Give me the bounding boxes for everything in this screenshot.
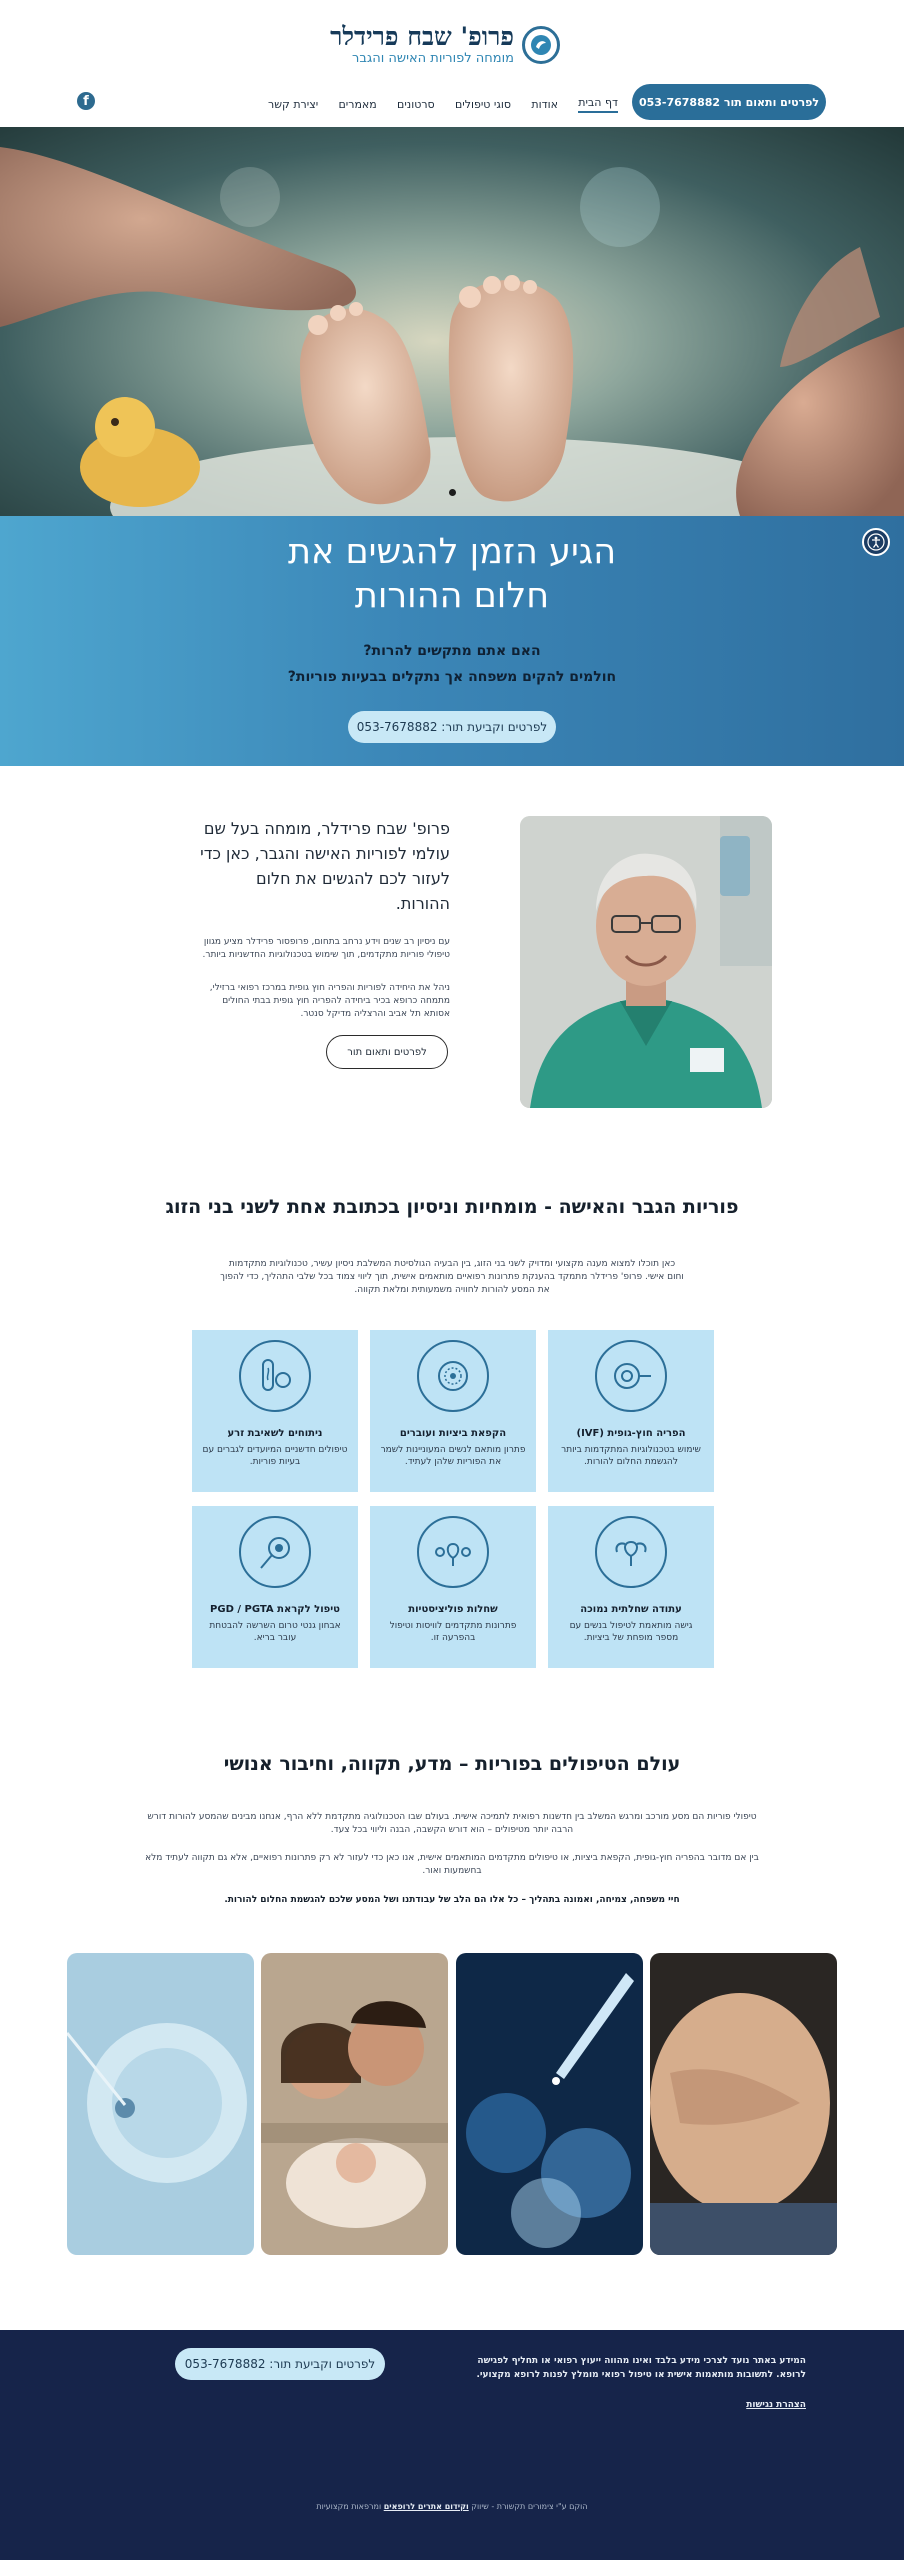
service-title: עתודה שחלתית נמוכה [580, 1604, 682, 1615]
nav-item-home[interactable]: דף הבית [578, 96, 618, 113]
nav-item-videos[interactable]: סרטונים [397, 97, 435, 111]
nav-item-treatments[interactable]: סוגי טיפולים [454, 97, 512, 111]
logo-subtitle: מומחה לפוריות האישה והגבר [351, 51, 514, 66]
service-card[interactable] [192, 1506, 358, 1668]
lab-pipette-photo [456, 1953, 643, 2255]
service-desc: פתרון מותאם לנשים המעוניינות לשמר את הפוריות שלהן לעתיד. [380, 1445, 526, 1467]
footer-cta-button[interactable]: לפרטים וקביעת תור: 053-7678882 [175, 2348, 385, 2380]
pregnant-belly-photo [650, 1953, 837, 2255]
service-title: ניתוחים לשאיבת זרע [227, 1428, 323, 1439]
service-desc: טיפולים חדשניים המיועדים לגברים עם בעיות פוריות. [202, 1445, 348, 1467]
hero-question-2: חולמים להקים משפחה אך נתקלים בבעיות פוריות? [287, 669, 617, 685]
site-logo[interactable] [330, 20, 560, 70]
services-intro: כאן תוכלו למצוא מענה מקצועי ומדויק לשני בני הזוג, בין הבעיה הגולסיטת המשלבת ניסיון עשיר, טכנולוגיות מתקדמות וחום אישי. פרופ' פרידלר מתמקד בהענקת פתרונות רפואיים מותאמים אישית, תוך ליווי צמוד בכל שלבי התהליך, כדי להפוך את המסע להורות לחוויה משמעותית ומלאת תקווה. [220, 1259, 684, 1295]
about-title: פרופ' שבח פרידלר, מומחה בעל שם עולמי לפוריות האישה והגבר, כאן כדי לעזור לכם להגשים את חלום ההורות. [200, 819, 450, 913]
service-title: שחלות פוליציסטיות [408, 1604, 498, 1615]
copyright [200, 2502, 704, 2511]
slider-dot[interactable] [449, 489, 456, 496]
service-desc: שימוש בטכנולוגיות המתקדמות ביותר להגשמת החלום להורות. [561, 1445, 701, 1467]
services-title: פוריות הגבר והאישה - מומחיות וניסיון בכתובת אחת לשני בני הזוג [165, 1196, 739, 1218]
accessibility-icon[interactable] [862, 528, 890, 556]
hero-questions [200, 638, 704, 690]
world-paragraph-2: בין אם מדובר בהפריה חוץ-גופית, הקפאת ביציות, או טיפולים מתקדמים המותאמים אישית, אנו כאן כדי לעזור לא רק פתרונות רפואיים, אלא גם תקווה לעתיד מלא בחשמעות ואור. [145, 1853, 759, 1876]
copyright-suffix: ומרפאות מקצועיות [316, 2502, 382, 2511]
egg-cell-injection-photo [67, 1953, 254, 2255]
copyright-link[interactable]: וקידום אתרים לרופאים [383, 2502, 469, 2511]
world-paragraph-1: טיפולי פוריות הם מסע מורכב ומרגש המשלב בין חדשנות רפואית לתמיכה אישית. בעולם שבו הטכנולוגיה מתקדמת ללא הרף, אנחנו מבינים שהמסע להורות דורש הרבה יותר מטיפולים – הוא דורש הקשבה, הבנה וליווי בכל צעד. [147, 1812, 757, 1835]
photo-gallery [67, 1953, 837, 2255]
egg-freezing-icon [417, 1340, 489, 1412]
uterus-icon [595, 1516, 667, 1588]
copyright-prefix: הוקם ע"י צימורים תקשורת - שיווק [471, 2502, 588, 2511]
hero-title-line1: הגיע הזמן להגשים את [287, 532, 617, 572]
logo-emblem-icon [522, 26, 560, 64]
about-paragraph-1: עם ניסיון רב שנים וידע נרחב בתחום, פרופסור פרידלר מציע מגוון טיפולי פוריות מתקדמים, תוך שימוש בטכנולוגיות החדשניות ביותר. [202, 937, 450, 960]
service-card[interactable] [548, 1506, 714, 1668]
hero-cta-button[interactable]: לפרטים וקביעת תור: 053-7678882 [348, 711, 556, 743]
nav-item-articles[interactable]: מאמרים [338, 97, 377, 111]
facebook-icon[interactable]: f [77, 92, 95, 110]
services-grid [192, 1330, 714, 1668]
service-card[interactable] [370, 1330, 536, 1492]
ovaries-icon [417, 1516, 489, 1588]
service-card[interactable] [370, 1506, 536, 1668]
embryo-icon [239, 1516, 311, 1588]
accessibility-statement-link[interactable]: הצהרת נגישות [746, 2400, 806, 2410]
about-contact-button[interactable]: לפרטים ותאום תור [326, 1035, 448, 1069]
site-header [0, 0, 904, 127]
family-with-newborn-photo [261, 1953, 448, 2255]
header-cta-button[interactable]: לפרטים ותאום תור 053-7678882 [632, 84, 826, 120]
service-desc: אבחון גנטי טרום השרשה להבטחת עובר בריא. [209, 1621, 341, 1643]
nav-item-about[interactable]: אודות [531, 97, 558, 111]
ivf-icon [595, 1340, 667, 1412]
footer-disclaimer: המידע באתר נועד לצרכי מידע בלבד ואינו מהווה ייעוץ רפואי או תחליף לפגישה לרופא. לתשובות מותאמות אישית או טיפול רפואי מומלץ לפנות לרופא מקצועי. [476, 2356, 806, 2380]
service-title: טיפול לקראת PGD / PGTA [210, 1604, 340, 1615]
sperm-extraction-icon [239, 1340, 311, 1412]
service-title: הפריה חוץ-גופית (IVF) [576, 1428, 686, 1439]
hero-question-1: האם אתם מתקשים להרות? [363, 643, 541, 659]
service-title: הקפאת ביציות ועוברים [399, 1428, 507, 1439]
hero-title-line2: חלום ההורות [354, 576, 550, 616]
world-title: עולם הטיפולים בפוריות – מדע, תקווה, וחיבור אנושי [223, 1753, 681, 1775]
service-desc: פתרונות מתקדמים לוויסות וטיפול בהפרעה זו. [389, 1621, 517, 1643]
hero-image [0, 127, 904, 516]
hero-title [200, 530, 704, 618]
service-card[interactable] [548, 1330, 714, 1492]
nav-item-contact[interactable]: יצירת קשר [268, 97, 319, 111]
doctor-portrait [520, 816, 772, 1108]
service-desc: גישה מותאמת לטיפול בנשים עם מספר מופחת של ביציות. [569, 1621, 693, 1643]
world-tagline: חיי משפחה, צמיחה, ואמונה בתהליך – כל אלו הם הלב של עבודתנו ושל המסע שלכם להגשמת החלום להורות. [224, 1895, 680, 1905]
service-card[interactable] [192, 1330, 358, 1492]
about-section [200, 816, 450, 1021]
about-paragraph-2: ניהל את היחידה לפוריות והפריה חוץ גופית במרכז רפואי ברזילי, מתמחה כרופא בכיר ביחידה להפריה חוץ גופית בבתי החולים אסותא תל אביב והרצליה מדיקל סנטר. [209, 983, 450, 1019]
logo-name: פרופ' שבח פרידלר [330, 22, 514, 51]
main-nav [268, 94, 618, 114]
